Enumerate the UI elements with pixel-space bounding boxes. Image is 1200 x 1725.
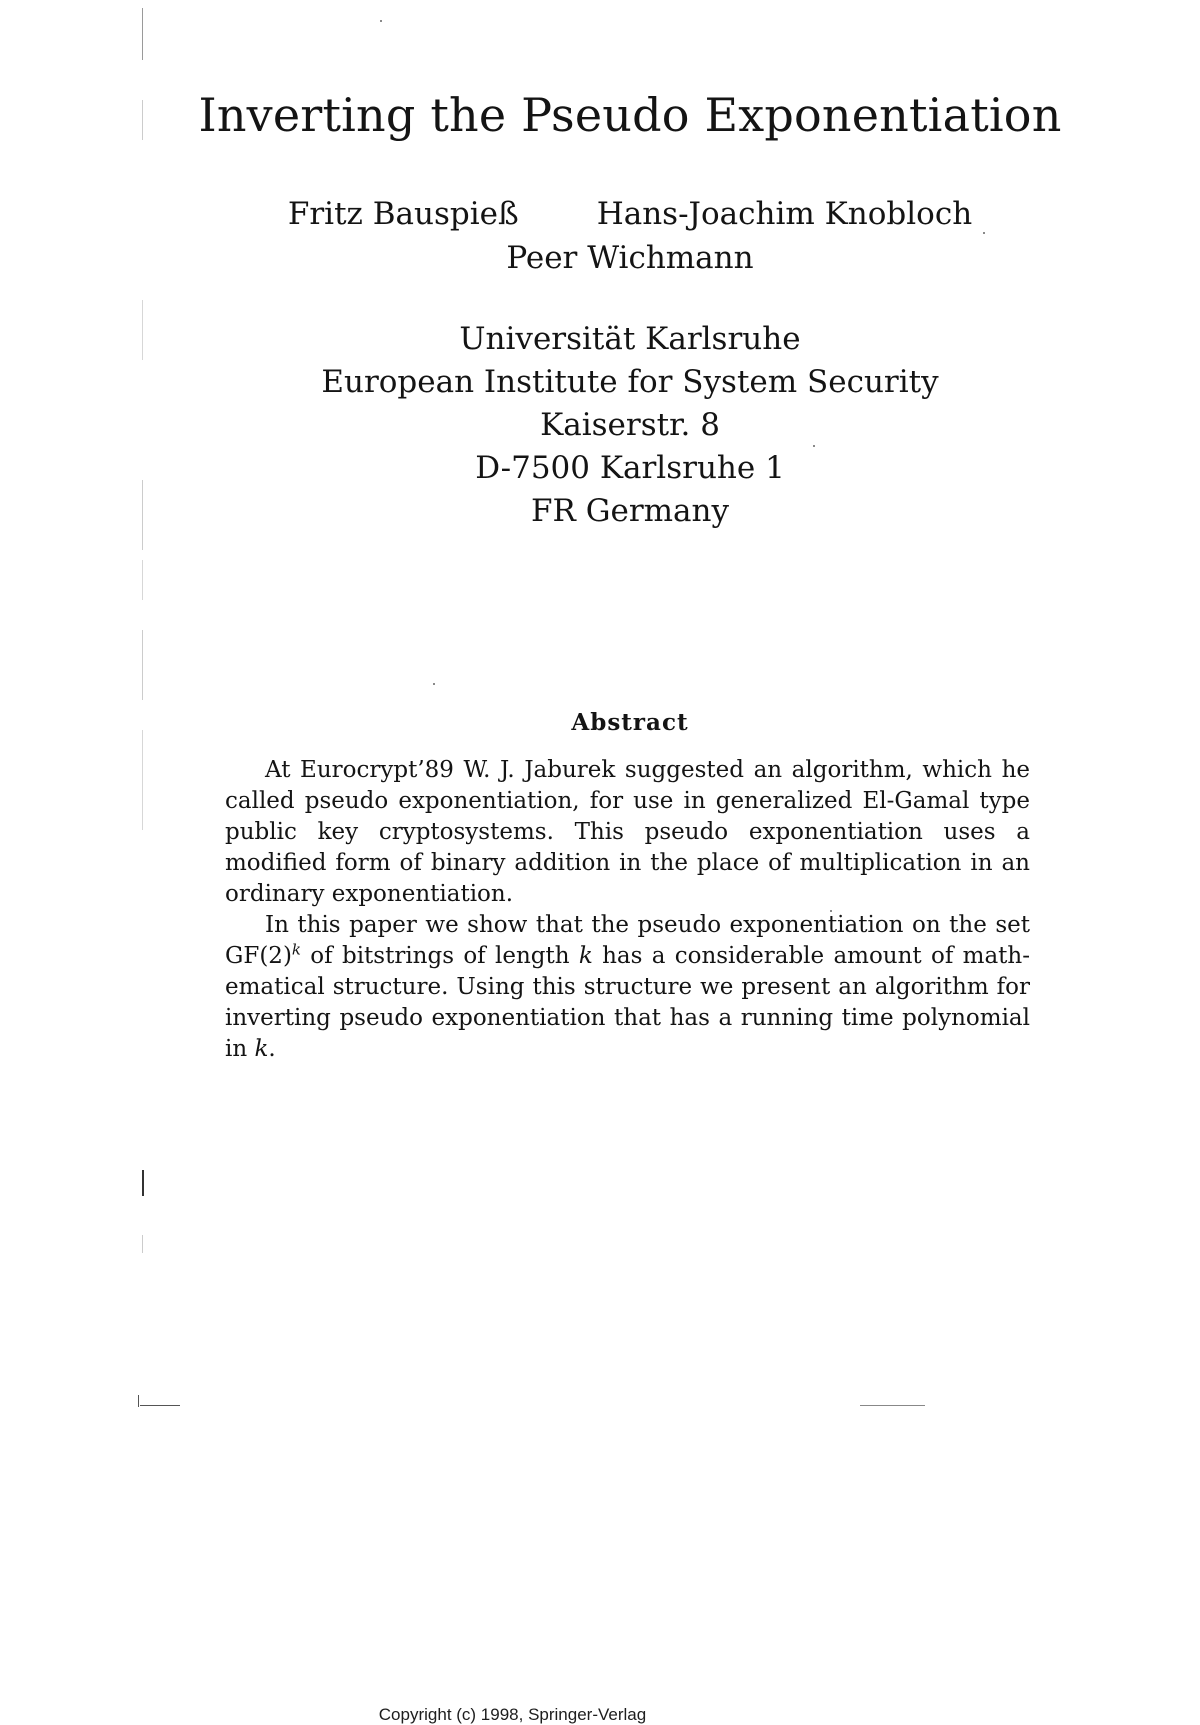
abstract-text: In this paper we show that the pseudo exponentiation on the set GF(2) bbox=[225, 912, 1030, 969]
author-name: Peer Wichmann bbox=[506, 240, 754, 276]
abstract-heading: Abstract bbox=[571, 709, 689, 736]
variable-k: k bbox=[254, 1036, 269, 1062]
abstract-text: has a considerable amount of mathematical structure. Using this structure we present an algorithm for inverting pseudo exponentiation that has a running time polynomial in bbox=[225, 943, 1030, 1062]
abstract-body bbox=[225, 755, 1030, 1065]
variable-k: k bbox=[578, 943, 593, 969]
affiliation-line: Universität Karlsruhe bbox=[459, 321, 801, 357]
author-name: Hans-Joachim Knobloch bbox=[596, 196, 973, 232]
paper-title: Inverting the Pseudo Exponentiation bbox=[198, 88, 1062, 142]
abstract-text: . bbox=[268, 1036, 276, 1062]
author-list bbox=[0, 192, 1200, 280]
abstract-paragraph bbox=[225, 910, 1030, 1065]
abstract-text: of bitstrings of length bbox=[301, 943, 579, 969]
copyright-notice: Copyright (c) 1998, Springer-Verlag bbox=[378, 1705, 647, 1724]
affiliation-block bbox=[0, 318, 1200, 533]
affiliation-line: FR Germany bbox=[531, 493, 729, 529]
abstract-paragraph: At Eurocrypt’89 W. J. Jaburek suggested an algorithm, which he called pseudo exponentiation, for use in generalized El-Gamal type public key cryptosystems. This pseudo exponentiation uses a modified form of binary addition in the place of multiplication in an ordinary exponentiation. bbox=[225, 757, 1030, 907]
affiliation-line: D-7500 Karlsruhe 1 bbox=[475, 450, 785, 486]
author-row-1 bbox=[0, 192, 1200, 236]
affiliation-line: Kaiserstr. 8 bbox=[540, 407, 720, 443]
superscript-k: k bbox=[291, 940, 302, 959]
author-name: Fritz Bauspieß bbox=[287, 196, 519, 232]
affiliation-line: European Institute for System Security bbox=[321, 364, 939, 400]
